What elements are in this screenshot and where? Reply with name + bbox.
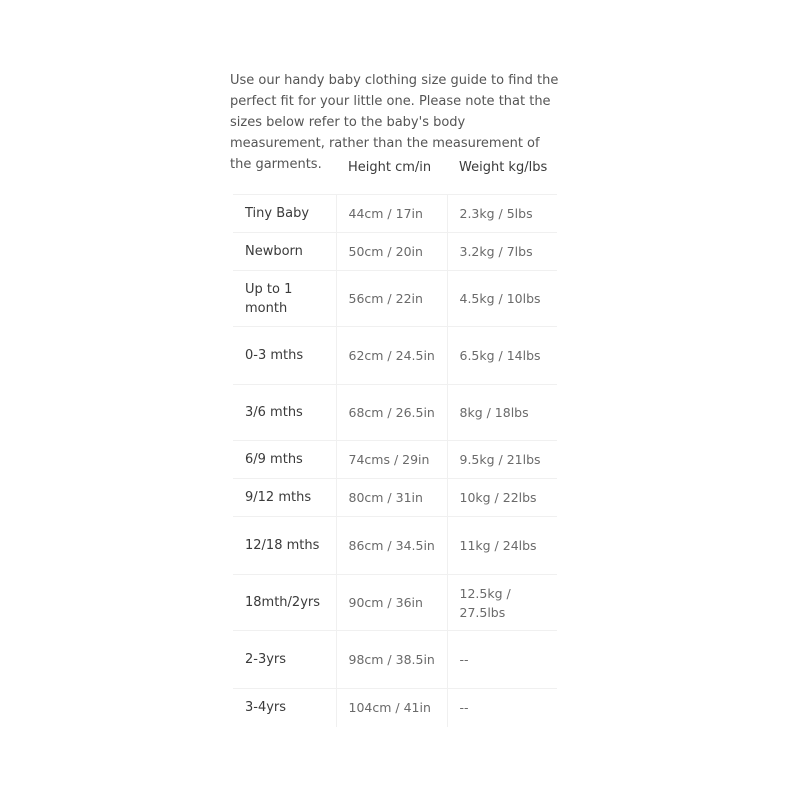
height-cell: 86cm / 34.5in xyxy=(336,517,447,575)
weight-cell: 12.5kg / 27.5lbs xyxy=(447,575,557,631)
weight-cell: -- xyxy=(447,631,557,689)
size-cell: Newborn xyxy=(233,233,336,271)
table-row xyxy=(233,689,557,727)
table-header-row xyxy=(233,158,557,195)
weight-cell: 10kg / 22lbs xyxy=(447,479,557,517)
height-cell: 98cm / 38.5in xyxy=(336,631,447,689)
height-cell: 56cm / 22in xyxy=(336,271,447,327)
size-cell: 18mth/2yrs xyxy=(233,575,336,631)
height-cell: 68cm / 26.5in xyxy=(336,385,447,441)
size-cell: 2-3yrs xyxy=(233,631,336,689)
height-cell: 62cm / 24.5in xyxy=(336,327,447,385)
table-row xyxy=(233,575,557,631)
table-row xyxy=(233,385,557,441)
weight-cell: 8kg / 18lbs xyxy=(447,385,557,441)
size-guide xyxy=(230,70,560,716)
table-row xyxy=(233,441,557,479)
table-row xyxy=(233,479,557,517)
table-row xyxy=(233,271,557,327)
height-cell: 104cm / 41in xyxy=(336,689,447,727)
size-cell: 9/12 mths xyxy=(233,479,336,517)
height-cell: 50cm / 20in xyxy=(336,233,447,271)
table-row xyxy=(233,233,557,271)
table-row xyxy=(233,631,557,689)
intro-text: Use our handy baby clothing size guide to find the perfect fit for your little one. Please note that the sizes below refer to the baby's body measurement, rather than the measurement of the garments. xyxy=(230,73,559,172)
weight-cell: 4.5kg / 10lbs xyxy=(447,271,557,327)
size-cell: 3-4yrs xyxy=(233,689,336,727)
size-cell: 6/9 mths xyxy=(233,441,336,479)
size-cell: 0-3 mths xyxy=(233,327,336,385)
weight-cell: 11kg / 24lbs xyxy=(447,517,557,575)
header-weight: Weight kg/lbs xyxy=(459,160,548,175)
header-size xyxy=(233,158,336,195)
height-cell: 90cm / 36in xyxy=(336,575,447,631)
header-height: Height cm/in xyxy=(348,160,432,175)
table-row xyxy=(233,327,557,385)
height-cell: 80cm / 31in xyxy=(336,479,447,517)
weight-cell: 6.5kg / 14lbs xyxy=(447,327,557,385)
table-row xyxy=(233,195,557,233)
height-cell: 44cm / 17in xyxy=(336,195,447,233)
weight-cell: 3.2kg / 7lbs xyxy=(447,233,557,271)
height-cell: 74cms / 29in xyxy=(336,441,447,479)
weight-cell: -- xyxy=(447,689,557,727)
size-table xyxy=(233,158,557,727)
size-cell: 3/6 mths xyxy=(233,385,336,441)
table-row xyxy=(233,517,557,575)
weight-cell: 9.5kg / 21lbs xyxy=(447,441,557,479)
size-cell: Up to 1 month xyxy=(233,271,336,327)
size-cell: 12/18 mths xyxy=(233,517,336,575)
size-cell: Tiny Baby xyxy=(233,195,336,233)
weight-cell: 2.3kg / 5lbs xyxy=(447,195,557,233)
